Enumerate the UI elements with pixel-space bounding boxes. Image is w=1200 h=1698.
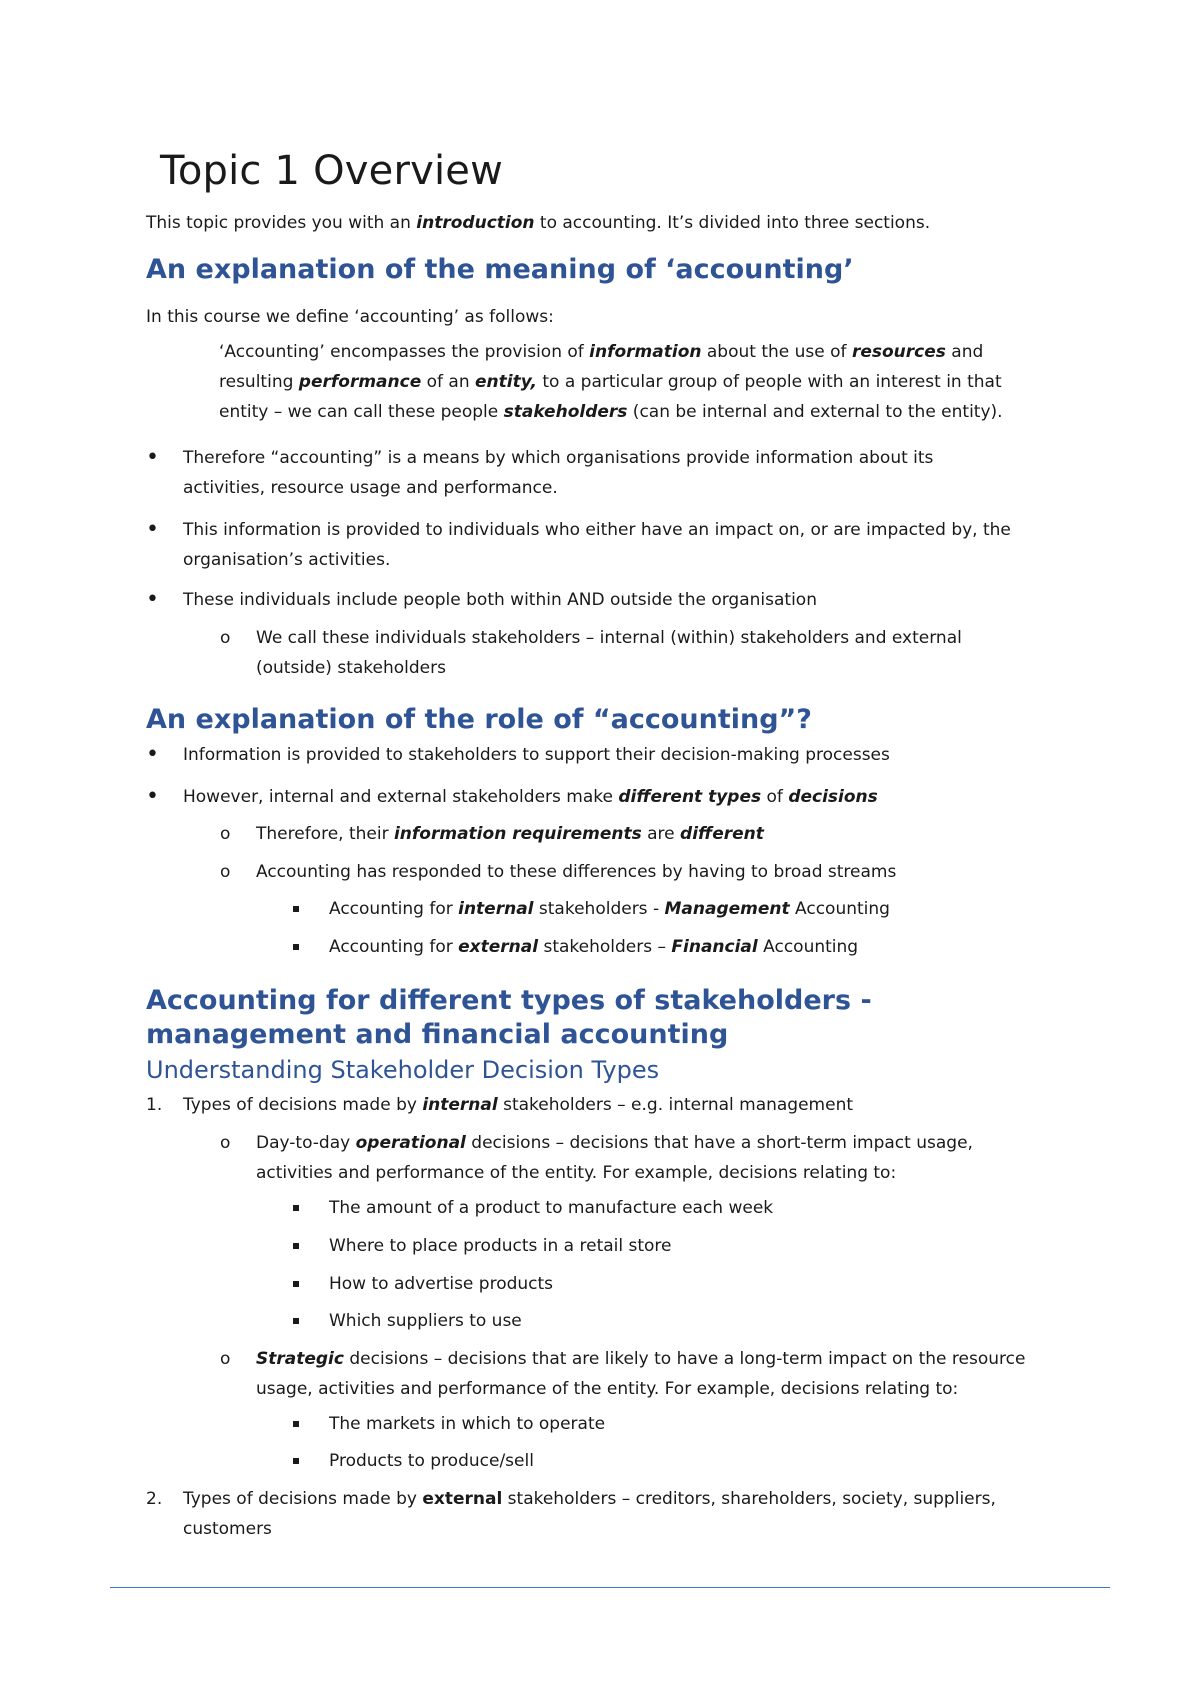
item-text: Accounting for (329, 937, 459, 957)
sub-sub-list-item (329, 932, 858, 962)
quote-emphasis: stakeholders (503, 402, 628, 422)
item-text: Therefore, their (256, 824, 394, 844)
quote-text: of an (421, 372, 476, 392)
list-item: This information is provided to individuals who either have an impact on, or are impacted by, the (183, 520, 1011, 540)
sub-sub-list-item: Which suppliers to use (329, 1311, 522, 1331)
quote-emphasis: information (589, 342, 702, 362)
sub-sub-list-item: The amount of a product to manufacture each week (329, 1198, 774, 1218)
square-bullet-icon (293, 944, 299, 950)
intro-text: This topic provides you with an (146, 213, 417, 233)
list-item (183, 782, 878, 812)
definition-intro: In this course we define ‘accounting’ as follows: (146, 307, 554, 327)
square-bullet-icon (293, 906, 299, 912)
section-heading-stakeholders: Accounting for different types of stakeholders - (146, 985, 872, 1016)
item-emphasis: Financial (671, 937, 758, 957)
item-text: However, internal and external stakeholders make (183, 787, 619, 807)
square-bullet-icon (293, 1458, 299, 1464)
sub-list-item: We call these individuals stakeholders – internal (within) stakeholders and external (256, 628, 962, 648)
item-text: stakeholders – (538, 937, 672, 957)
item-text: Day-to-day (256, 1133, 356, 1153)
bullet-icon: • (146, 587, 159, 612)
list-item-continuation: activities, resource usage and performance. (183, 478, 558, 498)
numbered-list-item (183, 1090, 853, 1120)
item-emphasis: external (458, 937, 539, 957)
sub-sub-list-item: Products to produce/sell (329, 1451, 534, 1471)
sub-list-item-continuation: activities and performance of the entity. For example, decisions relating to: (256, 1163, 897, 1183)
item-text: stakeholders - (533, 899, 665, 919)
circle-bullet-icon: o (220, 862, 231, 882)
bullet-icon: • (146, 742, 159, 767)
bullet-icon: • (146, 445, 159, 470)
numbered-list-item (183, 1484, 996, 1514)
item-emphasis: decisions (788, 787, 878, 807)
bullet-icon: • (146, 517, 159, 542)
sub-sub-list-item: How to advertise products (329, 1274, 554, 1294)
sub-list-item-continuation: (outside) stakeholders (256, 658, 446, 678)
item-text: Accounting for (329, 899, 459, 919)
item-emphasis: different types (618, 787, 762, 807)
item-emphasis: different (680, 824, 764, 844)
intro-paragraph (146, 208, 930, 238)
item-emphasis: operational (355, 1133, 466, 1153)
sub-sub-list-item: The markets in which to operate (329, 1414, 606, 1434)
definition-quote-line3 (219, 397, 1003, 427)
item-emphasis: Management (664, 899, 790, 919)
sub-list-item: Accounting has responded to these differences by having to broad streams (256, 862, 897, 882)
list-item: Information is provided to stakeholders to support their decision-making processes (183, 745, 890, 765)
quote-text: ‘Accounting’ encompasses the provision of (219, 342, 590, 362)
section-heading-role: An explanation of the role of “accounting”? (146, 704, 812, 735)
square-bullet-icon (293, 1281, 299, 1287)
list-item: Therefore “accounting” is a means by which organisations provide information about its (183, 448, 934, 468)
intro-emphasis: introduction (416, 213, 535, 233)
item-text: stakeholders – e.g. internal management (497, 1095, 854, 1115)
quote-text: resulting (219, 372, 299, 392)
quote-text: about the use of (701, 342, 852, 362)
circle-bullet-icon: o (220, 1349, 231, 1369)
item-emphasis: information requirements (393, 824, 642, 844)
subsection-heading: Understanding Stakeholder Decision Types (146, 1056, 660, 1084)
item-emphasis: internal (422, 1095, 498, 1115)
square-bullet-icon (293, 1243, 299, 1249)
quote-emphasis: entity, (475, 372, 537, 392)
quote-text: entity – we can call these people (219, 402, 504, 422)
circle-bullet-icon: o (220, 628, 231, 648)
item-text: Types of decisions made by (183, 1095, 423, 1115)
section-heading-meaning: An explanation of the meaning of ‘accounting’ (146, 254, 854, 285)
item-emphasis: external (422, 1489, 503, 1509)
quote-text: (can be internal and external to the entity). (627, 402, 1003, 422)
item-text: Accounting (757, 937, 859, 957)
sub-list-item (256, 819, 764, 849)
item-text: decisions – decisions that are likely to have a long-term impact on the resource (343, 1349, 1026, 1369)
list-item: These individuals include people both within AND outside the organisation (183, 590, 817, 610)
definition-quote-line2 (219, 367, 1002, 397)
sub-sub-list-item (329, 894, 890, 924)
section-heading-stakeholders-line2: management and financial accounting (146, 1019, 729, 1050)
definition-quote-line1 (219, 337, 983, 367)
quote-text: and (945, 342, 984, 362)
sub-list-item (256, 1128, 973, 1158)
square-bullet-icon (293, 1318, 299, 1324)
sub-list-item-continuation: usage, activities and performance of the entity. For example, decisions relating to: (256, 1379, 959, 1399)
square-bullet-icon (293, 1205, 299, 1211)
item-text: Types of decisions made by (183, 1489, 423, 1509)
item-text: decisions – decisions that have a short-term impact usage, (465, 1133, 973, 1153)
sub-sub-list-item: Where to place products in a retail store (329, 1236, 672, 1256)
footer-divider (110, 1587, 1110, 1588)
numbered-list-item-continuation: customers (183, 1519, 272, 1539)
item-text: Accounting (789, 899, 890, 919)
bullet-icon: • (146, 784, 159, 809)
item-emphasis: Strategic (256, 1349, 344, 1369)
circle-bullet-icon: o (220, 1133, 231, 1153)
list-item-continuation: organisation’s activities. (183, 550, 391, 570)
list-number: 2. (146, 1489, 163, 1509)
intro-text-end: to accounting. It’s divided into three sections. (534, 213, 931, 233)
item-emphasis: internal (458, 899, 534, 919)
sub-list-item (256, 1344, 1025, 1374)
quote-emphasis: performance (298, 372, 422, 392)
item-text: stakeholders – creditors, shareholders, society, suppliers, (502, 1489, 996, 1509)
quote-emphasis: resources (851, 342, 946, 362)
item-text: of (761, 787, 789, 807)
circle-bullet-icon: o (220, 824, 231, 844)
quote-text: to a particular group of people with an interest in that (536, 372, 1002, 392)
square-bullet-icon (293, 1421, 299, 1427)
list-number: 1. (146, 1095, 163, 1115)
page-title: Topic 1 Overview (160, 148, 504, 194)
item-text: are (641, 824, 681, 844)
